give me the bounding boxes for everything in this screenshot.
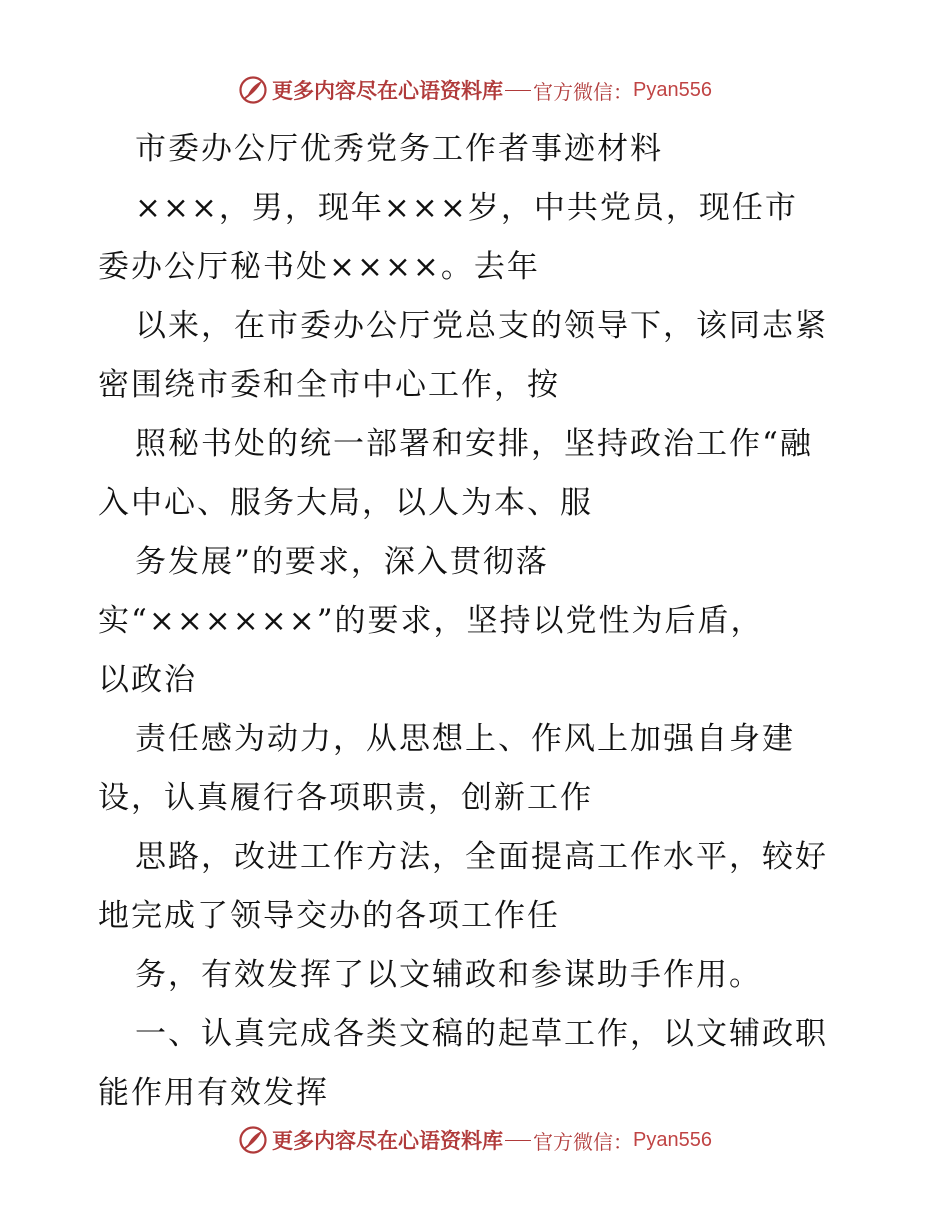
document-line: 照秘书处的统一部署和安排，坚持政治工作“融 [135,426,813,462]
banner-dash [505,90,531,91]
document-line: 密围绕市委和全市中心工作，按 [98,367,560,403]
banner-text: 更多内容尽在心语资料库 [272,1128,504,1153]
document-line: 责任感为动力，从思想上、作风上加强自身建 [135,721,795,757]
document-line: 以政治 [98,662,197,698]
document-line: 一、认真完成各类文稿的起草工作，以文辅政职 [135,1016,828,1052]
banner-wechat-id: Pyan556 [633,1128,712,1151]
banner-wechat-id: Pyan556 [633,78,712,101]
document-line: ×××，男，现年×××岁，中共党员，现任市 [135,190,798,226]
document-line: 市委办公厅优秀党务工作者事迹材料 [135,131,663,167]
banner-dash [505,1140,531,1141]
document-line: 以来，在市委办公厅党总支的领导下，该同志紧 [135,308,828,344]
document-line: 委办公厅秘书处××××。去年 [98,249,540,285]
header-banner [0,70,950,110]
document-line: 地完成了领导交办的各项工作任 [98,898,560,934]
document-line: 务，有效发挥了以文辅政和参谋助手作用。 [135,957,762,993]
document-line: 入中心、服务大局，以人为本、服 [98,485,593,521]
banner-text: 更多内容尽在心语资料库 [272,78,504,103]
quill-logo-icon [238,75,268,105]
quill-logo-icon [238,1125,268,1155]
document-line: 思路，改进工作方法，全面提高工作水平，较好 [135,839,828,875]
document-line: 设，认真履行各项职责，创新工作 [98,780,593,816]
document-line: 实“××××××”的要求，坚持以党性为后盾， [98,603,764,639]
document-line: 务发展”的要求，深入贯彻落 [135,544,549,580]
banner-wechat-label: 官方微信： [533,1129,634,1154]
document-body [98,120,858,1123]
banner-wechat-label: 官方微信： [533,79,634,104]
document-line: 能作用有效发挥 [98,1075,329,1111]
footer-banner [0,1120,950,1160]
